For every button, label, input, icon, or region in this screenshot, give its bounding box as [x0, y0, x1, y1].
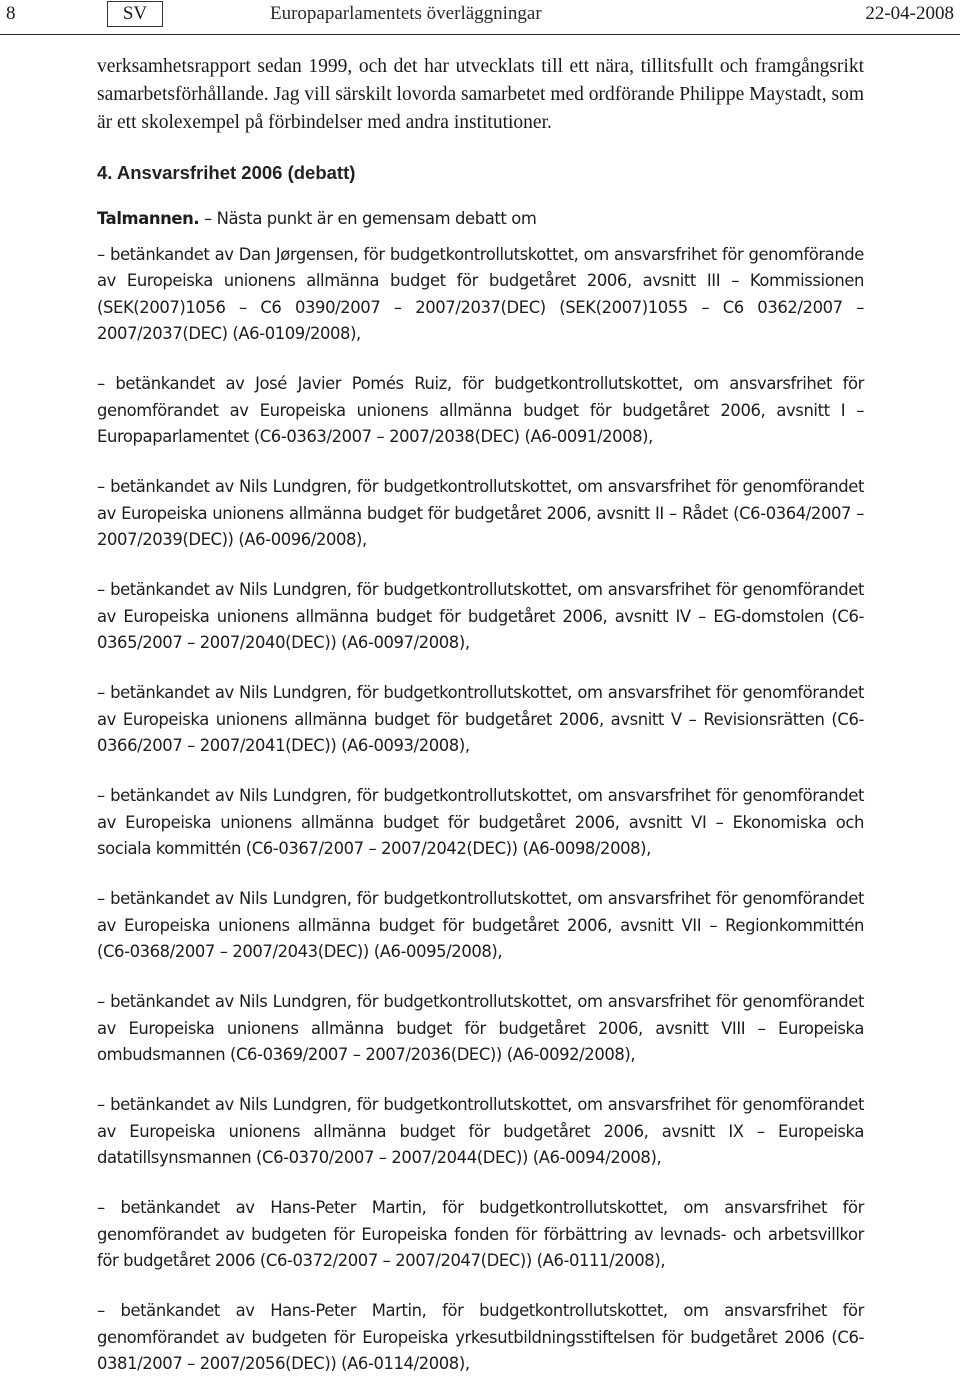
report-item: – betänkandet av Hans-Peter Martin, för budgetkontrollutskottet, om ansvarsfrihet för genomförandet av budgeten för Europeiska yrkesutbildningsstiftelsen för budgetåret 2006 (C6-0381/2007 – 2007/2056(DEC)) (A6-0114/2008),	[97, 1301, 864, 1373]
report-item: – betänkandet av José Javier Pomés Ruiz, för budgetkontrollutskottet, om ansvarsfrihet för genomförandet av Europeiska unionens allmänna budget för budgetåret 2006, avsnitt I – Europaparlamentet (C6-0363/2007 – 2007/2038(DEC) (A6-0091/2008),	[97, 374, 864, 446]
publication-title: Europaparlamentets överläggningar	[270, 3, 542, 24]
page-number: 8	[6, 3, 16, 24]
report-item: – betänkandet av Nils Lundgren, för budgetkontrollutskottet, om ansvarsfrihet för genomförandet av Europeiska unionens allmänna budget för budgetåret 2006, avsnitt IV – EG-domstolen (C6-0365/2007 – 2007/2040(DEC)) (A6-0097/2008),	[97, 580, 864, 652]
report-item: – betänkandet av Nils Lundgren, för budgetkontrollutskottet, om ansvarsfrihet för genomförandet av Europeiska unionens allmänna budget för budgetåret 2006, avsnitt VI – Ekonomiska och sociala kommittén (C6-0367/2007 – 2007/2042(DEC)) (A6-0098/2008),	[97, 786, 864, 858]
report-item: – betänkandet av Hans-Peter Martin, för budgetkontrollutskottet, om ansvarsfrihet för genomförandet av budgeten för Europeiska fonden för förbättring av levnads- och arbetsvillkor för budgetåret 2006 (C6-0372/2007 – 2007/2047(DEC)) (A6-0111/2008),	[97, 1198, 864, 1270]
speech-paragraph	[97, 206, 864, 233]
report-list	[97, 242, 864, 1378]
debate-body	[97, 206, 864, 1378]
report-item: – betänkandet av Dan Jørgensen, för budgetkontrollutskottet, om ansvarsfrihet för genomförande av Europeiska unionens allmänna budget för budgetåret 2006, avsnitt III – Kommissionen (SEK(2007)1056 – C6 0390/2007 – 2007/2037(DEC) (SEK(2007)1055 – C6 0362/2007 – 2007/2037(DEC) (A6-0109/2008),	[97, 244, 864, 343]
speech-text: – Nästa punkt är en gemensam debatt om	[199, 209, 537, 228]
speaker-name: Talmannen.	[97, 209, 200, 228]
document-body	[97, 53, 864, 1378]
header-divider	[0, 34, 960, 35]
report-item: – betänkandet av Nils Lundgren, för budgetkontrollutskottet, om ansvarsfrihet för genomförandet av Europeiska unionens allmänna budget för budgetåret 2006, avsnitt VIII – Europeiska ombudsmannen (C6-0369/2007 – 2007/2036(DEC)) (A6-0092/2008),	[97, 992, 864, 1064]
header-date: 22-04-2008	[865, 3, 954, 24]
report-item: – betänkandet av Nils Lundgren, för budgetkontrollutskottet, om ansvarsfrihet för genomförandet av Europeiska unionens allmänna budget för budgetåret 2006, avsnitt V – Revisionsrätten (C6-0366/2007 – 2007/2041(DEC)) (A6-0093/2008),	[97, 683, 864, 755]
section-heading: 4. Ansvarsfrihet 2006 (debatt)	[97, 162, 356, 183]
intro-paragraph: verksamhetsrapport sedan 1999, och det har utvecklats till ett nära, tillitsfullt och framgångsrikt samarbetsförhållande. Jag vill särskilt lovorda samarbetet med ordförande Philippe Maystadt, som är ett skolexempel på förbindelser med andra institutioner.	[97, 56, 864, 133]
page-header	[0, 0, 960, 36]
report-item: – betänkandet av Nils Lundgren, för budgetkontrollutskottet, om ansvarsfrihet för genomförandet av Europeiska unionens allmänna budget för budgetåret 2006, avsnitt II – Rådet (C6-0364/2007 – 2007/2039(DEC)) (A6-0096/2008),	[97, 477, 864, 549]
language-badge: SV	[107, 1, 163, 27]
report-item: – betänkandet av Nils Lundgren, för budgetkontrollutskottet, om ansvarsfrihet för genomförandet av Europeiska unionens allmänna budget för budgetåret 2006, avsnitt VII – Regionkommittén (C6-0368/2007 – 2007/2043(DEC)) (A6-0095/2008),	[97, 889, 864, 961]
report-item: – betänkandet av Nils Lundgren, för budgetkontrollutskottet, om ansvarsfrihet för genomförandet av Europeiska unionens allmänna budget för budgetåret 2006, avsnitt IX – Europeiska datatillsynsmannen (C6-0370/2007 – 2007/2044(DEC)) (A6-0094/2008),	[97, 1095, 864, 1167]
